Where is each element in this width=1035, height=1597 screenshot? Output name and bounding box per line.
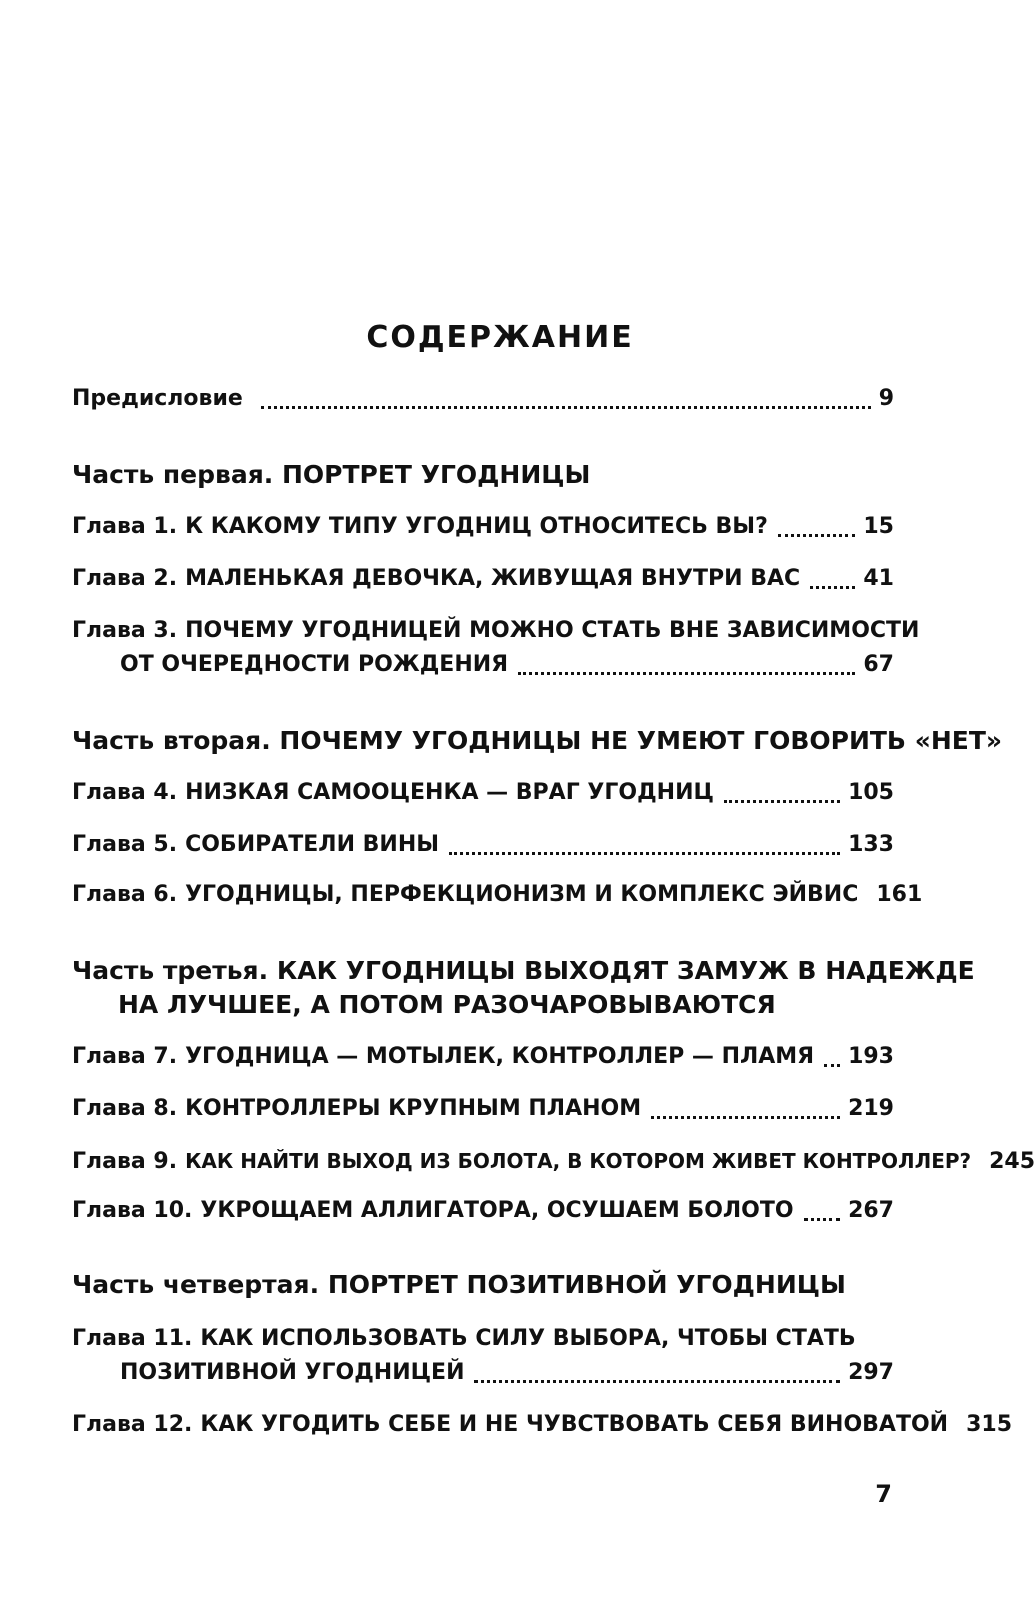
toc-entry-chapter-3[interactable]: [72, 614, 920, 648]
chapter-label: Глава 9.: [72, 1149, 178, 1174]
dot-leader: [474, 1380, 840, 1383]
dot-leader: [518, 672, 855, 675]
dot-leader: [449, 852, 840, 855]
page-ref: 105: [848, 780, 894, 805]
part-heading-2: [72, 724, 1002, 758]
chapter-title-cont: ПОЗИТИВНОЙ УГОДНИЦЕЙ: [120, 1360, 465, 1385]
toc-entry-chapter-4[interactable]: [72, 776, 894, 810]
chapter-title: КОНТРОЛЛЕРЫ КРУПНЫМ ПЛАНОМ: [185, 1096, 642, 1121]
part-title: ПОЧЕМУ УГОДНИЦЫ НЕ УМЕЮТ ГОВОРИТЬ «НЕТ»: [279, 726, 1003, 755]
toc-entry-chapter-3-cont[interactable]: [120, 648, 894, 682]
page-ref: 67: [863, 652, 894, 677]
part-label: Часть четвертая.: [72, 1270, 320, 1299]
chapter-title: КАК НАЙТИ ВЫХОД ИЗ БОЛОТА, В КОТОРОМ ЖИВЕТ КОНТРОЛЛЕР?: [185, 1149, 972, 1173]
toc-entry-chapter-10[interactable]: [72, 1194, 894, 1228]
part-label: Часть вторая.: [72, 726, 271, 755]
chapter-title: КАК УГОДИТЬ СЕБЕ И НЕ ЧУВСТВОВАТЬ СЕБЯ ВИНОВАТОЙ: [200, 1412, 949, 1437]
dot-leader: [810, 586, 855, 589]
part-title-cont: НА ЛУЧШЕЕ, А ПОТОМ РАЗОЧАРОВЫВАЮТСЯ: [118, 990, 776, 1019]
chapter-label: Глава 11.: [72, 1326, 193, 1351]
chapter-title: СОБИРАТЕЛИ ВИНЫ: [185, 832, 440, 857]
chapter-label: Глава 1.: [72, 514, 178, 539]
page-ref: 315: [966, 1412, 1013, 1437]
chapter-label: Глава 12.: [72, 1412, 193, 1437]
dot-leader: [724, 800, 840, 803]
toc-entry-chapter-5[interactable]: [72, 828, 894, 862]
toc-entry-preface[interactable]: [72, 382, 894, 416]
page-ref: 297: [848, 1360, 894, 1385]
chapter-title: ПОЧЕМУ УГОДНИЦЕЙ МОЖНО СТАТЬ ВНЕ ЗАВИСИМОСТИ: [185, 618, 920, 643]
toc-entry-chapter-8[interactable]: [72, 1092, 894, 1126]
dot-leader: [651, 1116, 840, 1119]
part-heading-4: [72, 1268, 846, 1302]
chapter-label: Глава 2.: [72, 566, 178, 591]
part-label: Часть первая.: [72, 460, 274, 489]
chapter-label: Глава 3.: [72, 618, 178, 643]
page-ref: 245: [989, 1149, 1035, 1174]
toc-entry-chapter-6[interactable]: [72, 878, 923, 912]
preface-label: Предисловие: [72, 386, 243, 411]
chapter-label: Глава 7.: [72, 1044, 178, 1069]
toc-entry-chapter-7[interactable]: [72, 1040, 894, 1074]
chapter-label: Глава 6.: [72, 882, 178, 907]
chapter-title: МАЛЕНЬКАЯ ДЕВОЧКА, ЖИВУЩАЯ ВНУТРИ ВАС: [185, 566, 801, 591]
chapter-label: Глава 5.: [72, 832, 178, 857]
toc-entry-chapter-2[interactable]: [72, 562, 894, 596]
page-ref: 15: [863, 514, 894, 539]
page-ref: 219: [848, 1096, 894, 1121]
part-heading-3-cont: [118, 988, 776, 1022]
page-number: 7: [875, 1480, 892, 1508]
toc-entry-chapter-11-cont[interactable]: [120, 1356, 894, 1390]
page-ref: 161: [876, 882, 923, 907]
dot-leader: [778, 534, 856, 537]
dot-leader: [261, 406, 871, 409]
part-label: Часть третья.: [72, 956, 269, 985]
toc-title: СОДЕРЖАНИЕ: [366, 320, 634, 355]
page-ref: 193: [848, 1044, 894, 1069]
chapter-title: К КАКОМУ ТИПУ УГОДНИЦ ОТНОСИТЕСЬ ВЫ?: [185, 514, 768, 539]
chapter-title-cont: ОТ ОЧЕРЕДНОСТИ РОЖДЕНИЯ: [120, 652, 509, 677]
page-ref: 41: [863, 566, 894, 591]
part-heading-3: [72, 954, 975, 988]
chapter-title: УГОДНИЦЫ, ПЕРФЕКЦИОНИЗМ И КОМПЛЕКС ЭЙВИС: [185, 882, 859, 907]
chapter-title: НИЗКАЯ САМООЦЕНКА — ВРАГ УГОДНИЦ: [185, 780, 714, 805]
chapter-title: УГОДНИЦА — МОТЫЛЕК, КОНТРОЛЛЕР — ПЛАМЯ: [185, 1044, 815, 1069]
part-heading-1: [72, 458, 590, 492]
chapter-label: Глава 8.: [72, 1096, 178, 1121]
page-ref: 133: [848, 832, 894, 857]
toc-entry-chapter-1[interactable]: [72, 510, 894, 544]
part-title: КАК УГОДНИЦЫ ВЫХОДЯТ ЗАМУЖ В НАДЕЖДЕ: [276, 956, 975, 985]
toc-entry-chapter-11[interactable]: [72, 1322, 894, 1356]
page-ref: 9: [878, 386, 894, 411]
dot-leader: [804, 1218, 840, 1221]
dot-leader: [824, 1064, 840, 1067]
chapter-label: Глава 10.: [72, 1198, 193, 1223]
toc-entry-chapter-12[interactable]: [72, 1408, 1013, 1442]
chapter-label: Глава 4.: [72, 780, 178, 805]
toc-entry-chapter-9[interactable]: [72, 1144, 1035, 1178]
part-title: ПОРТРЕТ ПОЗИТИВНОЙ УГОДНИЦЫ: [327, 1270, 846, 1299]
part-title: ПОРТРЕТ УГОДНИЦЫ: [281, 460, 591, 489]
chapter-title: УКРОЩАЕМ АЛЛИГАТОРА, ОСУШАЕМ БОЛОТО: [200, 1198, 794, 1223]
page-ref: 267: [848, 1198, 894, 1223]
chapter-title: КАК ИСПОЛЬЗОВАТЬ СИЛУ ВЫБОРА, ЧТОБЫ СТАТЬ: [200, 1326, 856, 1351]
